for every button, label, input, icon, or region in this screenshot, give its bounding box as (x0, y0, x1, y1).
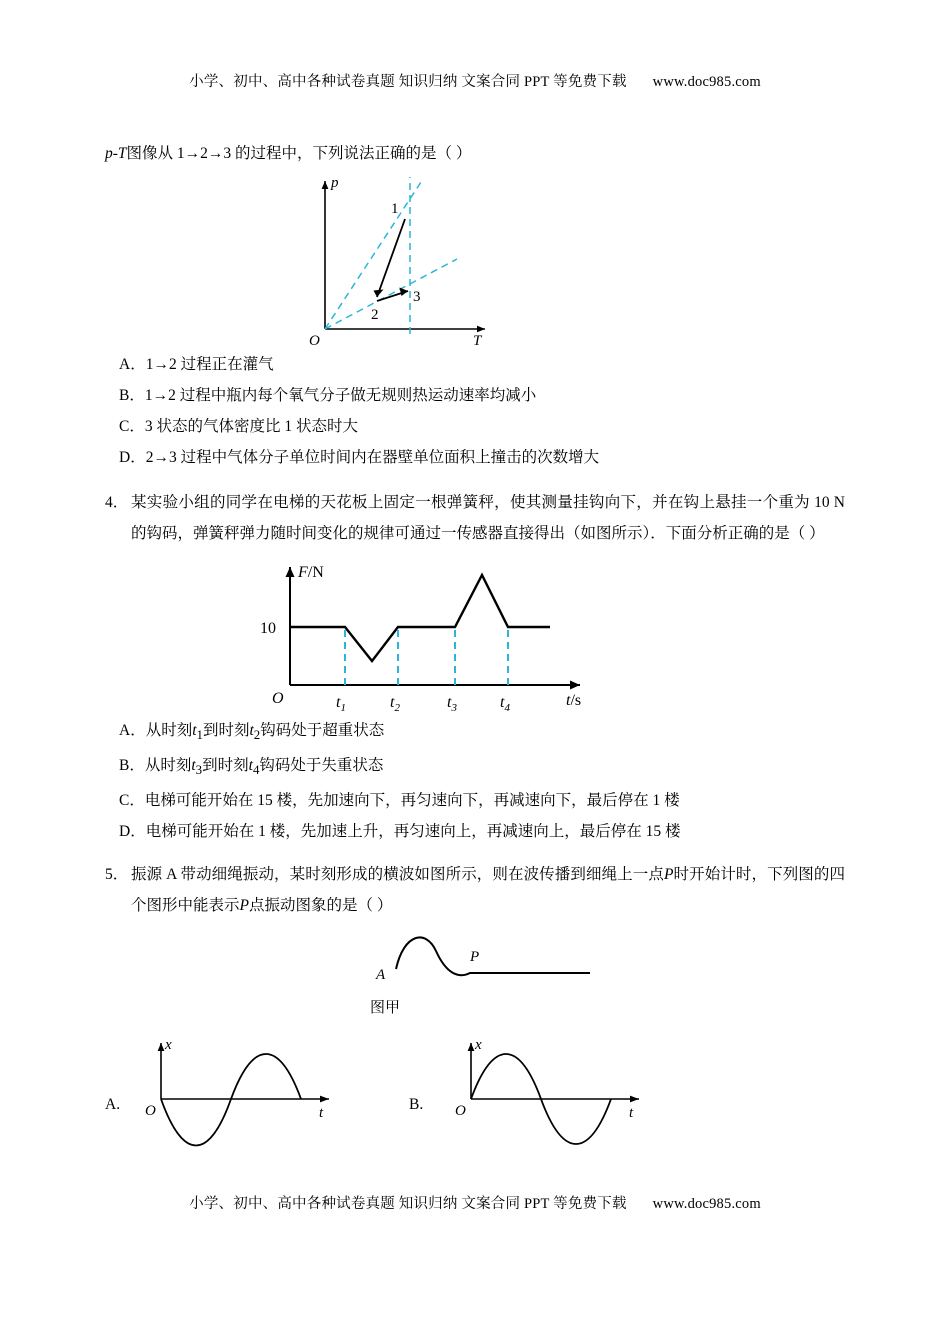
watermark-text: 小学、初中、高中各种试卷真题 知识归纳 文案合同 PPT 等免费下载 (189, 74, 627, 90)
svg-text:P: P (470, 949, 480, 966)
watermark-text-bottom: 小学、初中、高中各种试卷真题 知识归纳 文案合同 PPT 等免费下载 (189, 1196, 627, 1212)
question-4-stem (105, 487, 845, 549)
force-time-graph-svg (250, 555, 630, 715)
sub-figure-a-label: A. (105, 1096, 121, 1114)
opt-a-i1: t (192, 722, 197, 739)
question-5-point-p2: P (239, 897, 249, 915)
question-3-stem-prefix: p-T (105, 145, 127, 162)
opt-b-s2: 4 (252, 762, 260, 778)
opt-a-s1: 1 (196, 727, 203, 743)
opt-b-i2: t (248, 757, 253, 775)
svg-text:2: 2 (371, 307, 379, 323)
pt-graph-svg (305, 169, 605, 349)
svg-text:t: t (319, 1105, 324, 1122)
watermark-bottom (0, 1192, 950, 1213)
question-4-option-b (105, 750, 845, 785)
wave-figure-svg (370, 925, 700, 995)
svg-text:t: t (629, 1105, 634, 1122)
question-5-stem-c: 点振动图象的是（ ） (248, 897, 393, 915)
opt-a-pre: А．从时刻 (119, 722, 193, 739)
svg-text:t3: $t_3$ (447, 694, 457, 714)
document-content (105, 138, 845, 1153)
opt-a-mid: 到时刻 (202, 722, 250, 739)
svg-text:F/N: F/N (298, 564, 324, 581)
question-5-figure-jia (370, 925, 700, 995)
svg-text:O: O (145, 1103, 156, 1120)
question-4-number: 4． (105, 494, 129, 511)
question-4-option-d: D．电梯可能开始在 1 楼，先加速上升，再匀速向上，再减速向上，最后停在 15 楼 (119, 823, 681, 841)
question-4-option-a (105, 715, 845, 750)
svg-text:p: p (331, 175, 339, 191)
question-3-option-d: D．2→3 过程中气体分子单位时间内在器壁单位面积上撞击的次数增大 (119, 449, 600, 466)
question-3-stem (105, 138, 845, 169)
question-4-option-c: C．电梯可能开始在 15 楼，先加速向下，再匀速向下，再减速向下，最后停在 1 楼 (119, 792, 680, 810)
sub-figure-b-svg (449, 1033, 679, 1153)
watermark-url: www.doc985.com (652, 74, 761, 90)
watermark-top (0, 70, 950, 91)
svg-text:O: O (455, 1103, 466, 1120)
svg-text:1: 1 (391, 201, 399, 217)
sub-figure-a-svg (139, 1033, 369, 1153)
question-4-stem-text: 某实验小组的同学在电梯的天花板上固定一根弹簧秤，使其测量挂钩向下，并在钩上悬挂一个重为 10 N 的钩码，弹簧秤弹力随时间变化的规律可通过一传感器直接得出（如图所示）．下面分析正确的是（ ） (131, 494, 845, 542)
question-5-stem-b: 时开始计时，下列图的四个图形中能表示 (131, 866, 845, 915)
opt-b-pre: B．从时刻 (119, 757, 192, 775)
watermark-url-bottom: www.doc985.com (652, 1196, 761, 1212)
svg-text:x: x (165, 1037, 172, 1054)
sub-figure-b-label: B. (409, 1096, 424, 1114)
svg-text:t4: $t_4$ (500, 694, 510, 714)
opt-b-post: 钩码处于失重状态 (259, 757, 384, 775)
question-5-stem (105, 859, 845, 921)
question-3-stem-rest: 图像从 1→2→3 的过程中，下列说法正确的是（ ） (126, 145, 472, 162)
svg-text:t2: $t_2$ (390, 694, 400, 714)
question-3-option-c: C．3 状态的气体密度比 1 状态时大 (119, 418, 358, 435)
opt-a-i2: t (249, 722, 254, 739)
opt-a-post: 钩码处于超重状态 (260, 722, 385, 739)
opt-b-s1: 3 (195, 762, 203, 778)
sub-figure-b (449, 1033, 679, 1153)
opt-b-mid: 到时刻 (202, 757, 249, 775)
opt-b-i1: t (191, 757, 196, 775)
question-3-option-b: B．1→2 过程中瓶内每个氧气分子做无规则热运动速率均减小 (119, 387, 537, 404)
question-5-figure-caption: 图甲 (369, 1000, 400, 1017)
svg-text:t/s: t/s (566, 692, 582, 709)
svg-text:10: 10 (260, 620, 276, 637)
question-5-number: 5． (105, 866, 129, 884)
opt-a-s2: 2 (253, 727, 261, 743)
svg-text:O: O (309, 333, 320, 349)
sub-figure-a (139, 1033, 369, 1153)
question-5-sub-figures (105, 1033, 845, 1153)
question-3-figure (305, 169, 605, 349)
question-5-point-p1: P (663, 866, 674, 884)
svg-text:O: O (272, 690, 284, 707)
question-5-stem-a: 振源 A 带动细绳振动，某时刻形成的横波如图所示，则在波传播到细绳上一点 (131, 866, 664, 884)
svg-text:T: T (473, 333, 482, 349)
svg-text:x: x (475, 1037, 482, 1054)
question-3-option-a: А．1→2 过程正在灌气 (119, 356, 274, 373)
svg-text:t1: $t_1$ (336, 694, 346, 714)
svg-text:3: 3 (413, 289, 421, 305)
svg-text:A: A (376, 967, 386, 984)
question-4-figure (250, 555, 630, 715)
